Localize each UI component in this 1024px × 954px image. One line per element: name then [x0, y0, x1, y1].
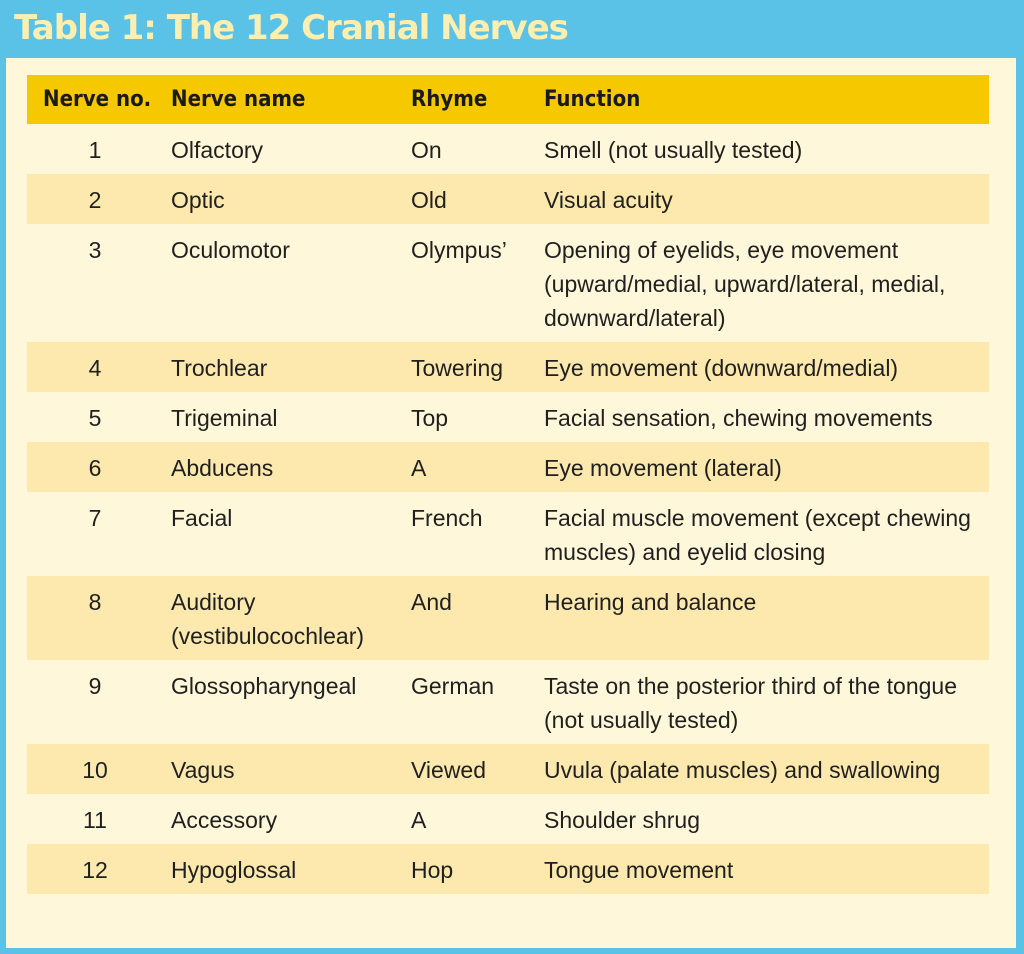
cell-function: Visual acuity — [544, 187, 673, 213]
table-row — [27, 660, 989, 744]
cell-function: Eye movement (downward/medial) — [544, 355, 899, 381]
cell-nerve-name: Optic — [171, 187, 225, 213]
table-row — [27, 342, 989, 392]
table-row — [27, 124, 989, 174]
cell-nerve-name: Hypoglossal — [171, 857, 297, 883]
cell-nerve-no: 8 — [88, 589, 102, 615]
cell-nerve-no: 9 — [88, 673, 102, 699]
cell-nerve-no: 11 — [83, 807, 107, 833]
cell-rhyme: Old — [411, 187, 447, 213]
header-nerve-no: Nerve no. — [43, 87, 152, 112]
table-row — [27, 576, 989, 660]
cell-nerve-no: 5 — [88, 405, 102, 431]
cell-rhyme: Top — [411, 405, 449, 431]
cell-rhyme: Olympus’ — [411, 237, 507, 263]
cell-rhyme: And — [411, 589, 452, 615]
cell-rhyme: French — [411, 505, 483, 531]
cell-nerve-name: Facial — [171, 505, 233, 531]
cell-rhyme: On — [411, 137, 442, 163]
cell-nerve-no: 1 — [88, 137, 102, 163]
cell-nerve-name: Trochlear — [171, 355, 268, 381]
cell-rhyme: Hop — [411, 857, 454, 883]
cell-function: Opening of eyelids, eye movement (upward/medial, upward/lateral, medial, downward/lateral) — [544, 237, 946, 331]
cell-function: Facial sensation, chewing movements — [544, 405, 933, 431]
cell-nerve-name: Oculomotor — [171, 237, 290, 263]
cell-nerve-name: Vagus — [171, 757, 235, 783]
cell-function: Shoulder shrug — [544, 807, 700, 833]
table-row — [27, 492, 989, 576]
cell-nerve-no: 12 — [82, 857, 108, 883]
cell-nerve-name: Glossopharyngeal — [171, 673, 357, 699]
header-rhyme: Rhyme — [411, 87, 488, 112]
cell-rhyme: German — [411, 673, 495, 699]
table-panel — [6, 58, 1016, 948]
table-row — [27, 794, 989, 844]
cell-rhyme: A — [411, 455, 427, 481]
cell-nerve-name: Abducens — [171, 455, 274, 481]
table-header-row — [27, 75, 989, 124]
cell-nerve-name: Accessory — [171, 807, 278, 833]
cell-rhyme: A — [411, 807, 427, 833]
cell-function: Eye movement (lateral) — [544, 455, 782, 481]
table-row — [27, 744, 989, 794]
table-row — [27, 174, 989, 224]
header-function: Function — [544, 87, 641, 112]
cell-nerve-no: 7 — [88, 505, 102, 531]
cell-nerve-no: 6 — [88, 455, 102, 481]
header-nerve-name: Nerve name — [171, 87, 306, 112]
cell-function: Hearing and balance — [544, 589, 757, 615]
cell-function: Tongue movement — [544, 857, 734, 883]
cell-nerve-name: Olfactory — [171, 137, 264, 163]
table-row — [27, 844, 989, 894]
cell-nerve-no: 4 — [88, 355, 102, 381]
cell-nerve-no: 10 — [82, 757, 108, 783]
table-row — [27, 224, 989, 342]
table-row — [27, 442, 989, 492]
cell-function: Taste on the posterior third of the tongue (not usually tested) — [544, 673, 957, 733]
table-title: Table 1: The 12 Cranial Nerves — [14, 8, 568, 48]
cell-nerve-no: 3 — [88, 237, 102, 263]
cell-rhyme: Towering — [411, 355, 504, 381]
cell-nerve-no: 2 — [88, 187, 102, 213]
cranial-nerves-table — [27, 75, 989, 894]
cell-function: Facial muscle movement (except chewing muscles) and eyelid closing — [544, 505, 971, 565]
cell-nerve-name: Trigeminal — [171, 405, 278, 431]
cell-rhyme: Viewed — [411, 757, 487, 783]
table-row — [27, 392, 989, 442]
cell-function: Smell (not usually tested) — [544, 137, 803, 163]
cell-function: Uvula (palate muscles) and swallowing — [544, 757, 941, 783]
cell-nerve-name: Auditory (vestibulocochlear) — [171, 589, 365, 649]
